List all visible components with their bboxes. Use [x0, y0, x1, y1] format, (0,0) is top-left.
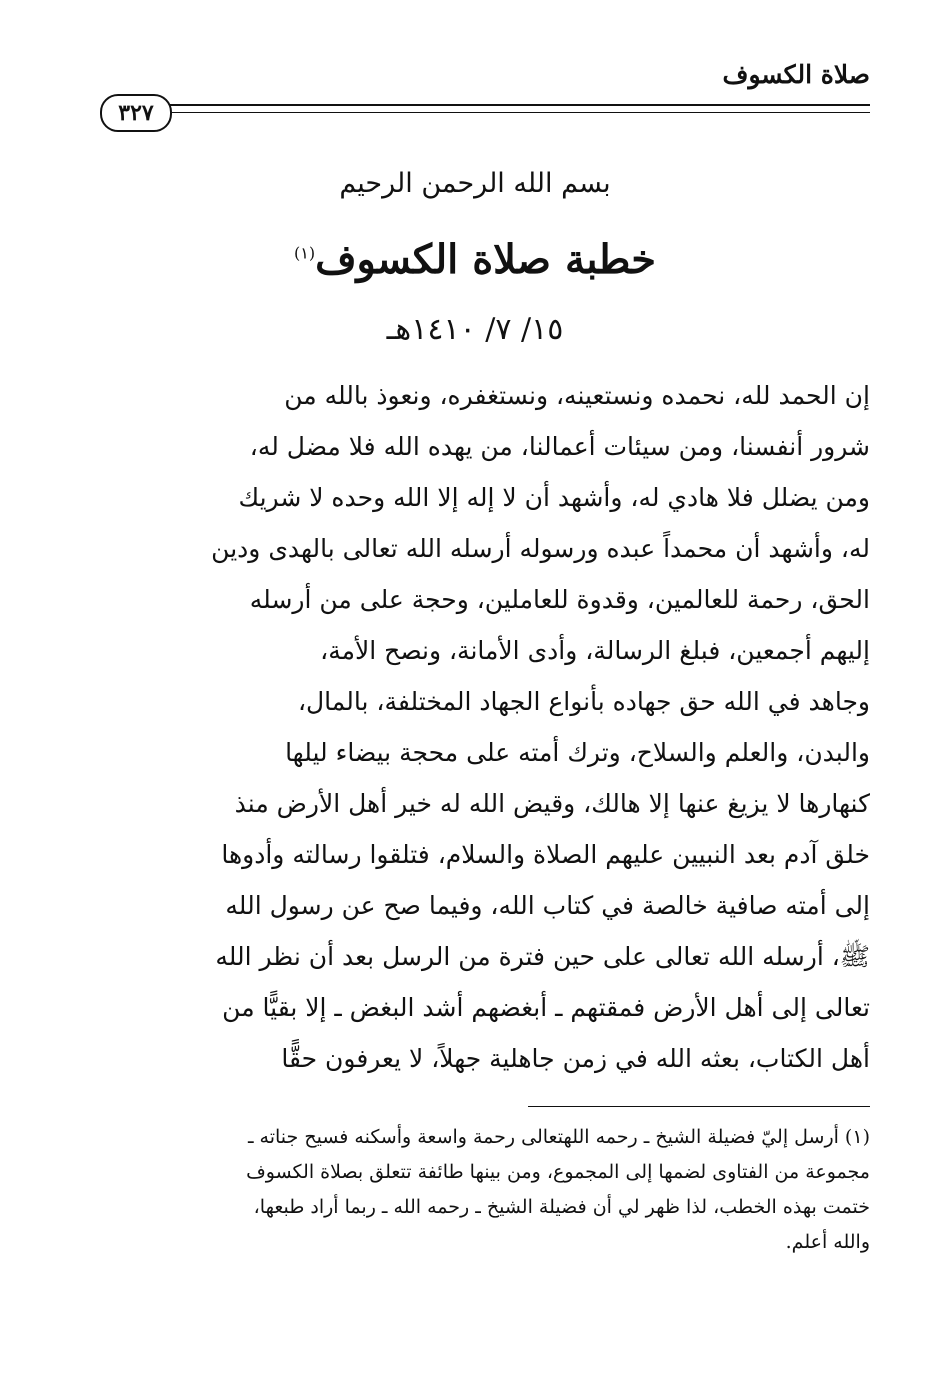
header-rule-thin	[170, 112, 870, 113]
footnote-line: (١) أرسل إليّ فضيلة الشيخ ـ رحمه اللهتعالى رحمة واسعة وأسكنه فسيح جناته ـ	[247, 1126, 870, 1148]
running-header-title: صلاة الكسوف	[722, 60, 870, 89]
body-line: ﷺ، أرسله الله تعالى على حين فترة من الرسل بعد أن نظر الله	[215, 942, 870, 971]
header-rule	[170, 104, 870, 106]
footnote-line: ختمت بهذه الخطب، لذا ظهر لي أن فضيلة الشيخ ـ رحمه الله ـ ربما أراد طبعها،	[253, 1196, 870, 1218]
body-line: الحق، رحمة للعالمين، وقدوة للعاملين، وحجة على من أرسله	[249, 585, 870, 614]
body-line: له، وأشهد أن محمداً عبده ورسوله أرسله الله تعالى بالهدى ودين	[211, 534, 870, 563]
body-line: إن الحمد لله، نحمده ونستعينه، ونستغفره، ونعوذ بالله من	[284, 381, 870, 410]
body-line: أهل الكتاب، بعثه الله في زمن جاهلية جهلاً، لا يعرفون حقًّا	[281, 1044, 870, 1073]
title-footnote-marker: (١)	[294, 243, 316, 263]
footnote-separator	[528, 1106, 870, 1107]
body-line: والبدن، والعلم والسلاح، وترك أمته على محجة بيضاء ليلها	[285, 738, 870, 767]
body-line: خلق آدم بعد النبيين عليهم الصلاة والسلام، فتلقوا رسالته وأدوها	[221, 840, 870, 869]
basmala: بسم الله الرحمن الرحيم	[339, 168, 611, 199]
date-line: ١٥/ ٧/ ١٤١٠هـ	[386, 312, 564, 347]
footnote	[80, 1120, 870, 1260]
body-line: وجاهد في الله حق جهاده بأنواع الجهاد المختلفة، بالمال،	[297, 687, 870, 716]
body-line: إليهم أجمعين، فبلغ الرسالة، وأدى الأمانة، ونصح الأمة،	[320, 636, 870, 665]
body-line: شرور أنفسنا، ومن سيئات أعمالنا، من يهده الله فلا مضل له،	[249, 432, 870, 461]
footnote-line: مجموعة من الفتاوى لضمها إلى المجموع، ومن بينها طائفة تتعلق بصلاة الكسوف	[246, 1161, 870, 1183]
page-title	[0, 236, 950, 283]
body-text	[80, 370, 870, 1084]
body-line: ومن يضلل فلا هادي له، وأشهد أن لا إله إلا الله وحده لا شريك	[238, 483, 870, 512]
body-line: تعالى إلى أهل الأرض فمقتهم ـ أبغضهم أشد البغض ـ إلا بقيًّا من	[222, 993, 870, 1022]
body-line: إلى أمته صافية خالصة في كتاب الله، وفيما صح عن رسول الله	[225, 891, 870, 920]
page-number-badge: ٣٢٧	[100, 94, 172, 132]
body-line: كنهارها لا يزيغ عنها إلا هالك، وقيض الله له خير أهل الأرض منذ	[234, 789, 870, 818]
page-title-text: خطبة صلاة الكسوف	[315, 236, 656, 283]
footnote-line: والله أعلم.	[785, 1231, 870, 1253]
